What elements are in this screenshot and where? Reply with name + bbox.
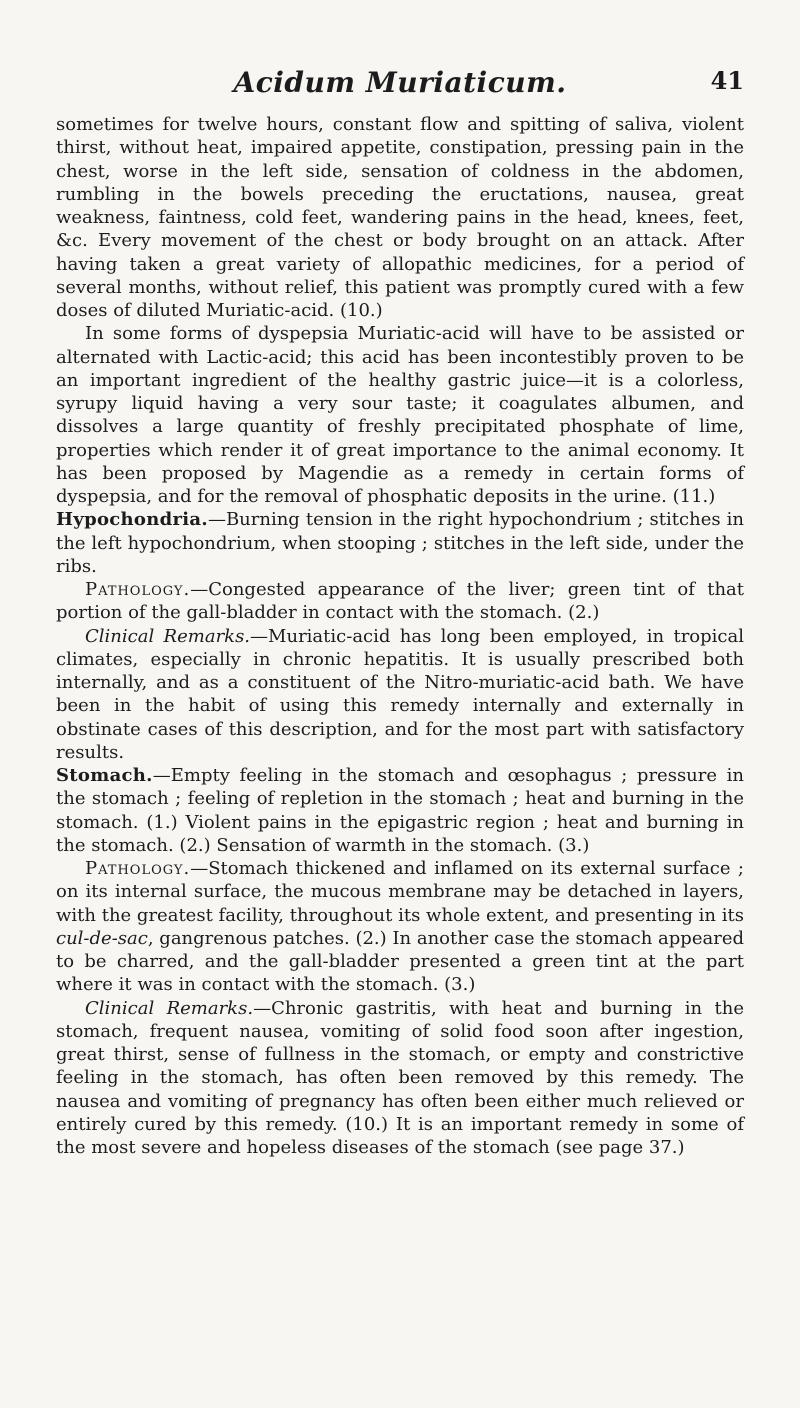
paragraph-lactic-acid: In some forms of dyspepsia Muriatic-acid will have to be assisted or alternated with Lactic-acid; this acid has been incontestibly proven to be an important ingredient of the healthy gastric juice—it is a colorless, syrupy liquid having a very sour taste; it coagulates albumen, and dissolves a large quantity of freshly precipitated phosphate of lime, properties which render it of great importance to the animal economy. It has been proposed by Magendie as a remedy in certain forms of dyspepsia, and for the removal of phosphatic deposits in the urine. (11.) — [56, 323, 744, 507]
pathology-stomach — [56, 857, 744, 997]
heading-stomach: Stomach. — [56, 765, 153, 786]
section-hypochondria — [56, 508, 744, 578]
cul-de-sac-term: cul-de-sac — [56, 927, 148, 949]
clinical-remarks-label: Clinical Remarks. — [85, 997, 254, 1019]
pathology-text-b: , gangrenous patches. (2.) In another case the stomach appeared to be charred, and the gall-bladder presented a green tint at the part where it was in contact with the stomach. (3.) — [56, 927, 744, 996]
page-number: 41 — [710, 66, 744, 95]
pathology-hypochondria — [56, 578, 744, 625]
section-stomach — [56, 764, 744, 857]
pathology-text: —Congested appearance of the liver; green tint of that portion of the gall-bladder in contact with the stomach. (2.) — [56, 579, 744, 624]
heading-hypochondria: Hypochondria. — [56, 509, 208, 531]
pathology-text-a: —Stomach thickened and inflamed on its external surface ; on its internal surface, the mucous membrane may be detached in layers, with the greatest facility, throughout its whole extent, and presenting in its — [56, 858, 744, 926]
body-text — [56, 113, 744, 1159]
clinical-remarks-stomach — [56, 997, 744, 1160]
clinical-remarks-label: Clinical Remarks. — [85, 625, 251, 647]
running-head — [56, 66, 744, 106]
clinical-remarks-text: —Muriatic-acid has long been employed, in tropical climates, especially in chronic hepatitis. It is usually prescribed both internally, and as a constituent of the Nitro-muriatic-acid bath. We have been in the habit of using this remedy internally and externally in obstinate cases of this description, and for the most part with satisfactory results. — [56, 625, 744, 763]
hypochondria-text: —Burning tension in the right hypochondrium ; stitches in the left hypochondrium, when stooping ; stitches in the left side, under the ribs. — [56, 509, 744, 577]
paragraph-continuation: sometimes for twelve hours, constant flow and spitting of saliva, violent thirst, without heat, impaired appetite, constipation, pressing pain in the chest, worse in the left side, sensation of coldness in the abdomen, rumbling in the bowels preceding the eructations, nausea, great weakness, faintness, cold feet, wandering pains in the head, knees, feet, &c. Every movement of the chest or body brought on an attack. After having taken a great variety of allopathic medicines, for a period of several months, without relief, this patient was promptly cured with a few doses of diluted Muriatic-acid. (10.) — [56, 114, 744, 321]
pathology-label: Pathology. — [85, 579, 191, 600]
running-title: Acidum Muriaticum. — [233, 66, 567, 99]
stomach-text: —Empty feeling in the stomach and œsophagus ; pressure in the stomach ; feeling of repletion in the stomach ; heat and burning in the stomach. (1.) Violent pains in the epigastric region ; heat and burning in the stomach. (2.) Sensation of warmth in the stomach. (3.) — [56, 765, 744, 856]
clinical-remarks-hypochondria — [56, 625, 744, 765]
clinical-remarks-text: —Chronic gastritis, with heat and burning in the stomach, frequent nausea, vomiting of solid food soon after ingestion, great thirst, sense of fullness in the stomach, or empty and constrictive feeling in the stomach, has often been removed by this remedy. The nausea and vomiting of pregnancy has often been either much relieved or entirely cured by this remedy. (10.) It is an important remedy in some of the most severe and hopeless diseases of the stomach (see page 37.) — [56, 997, 744, 1158]
pathology-label: Pathology. — [85, 858, 191, 879]
